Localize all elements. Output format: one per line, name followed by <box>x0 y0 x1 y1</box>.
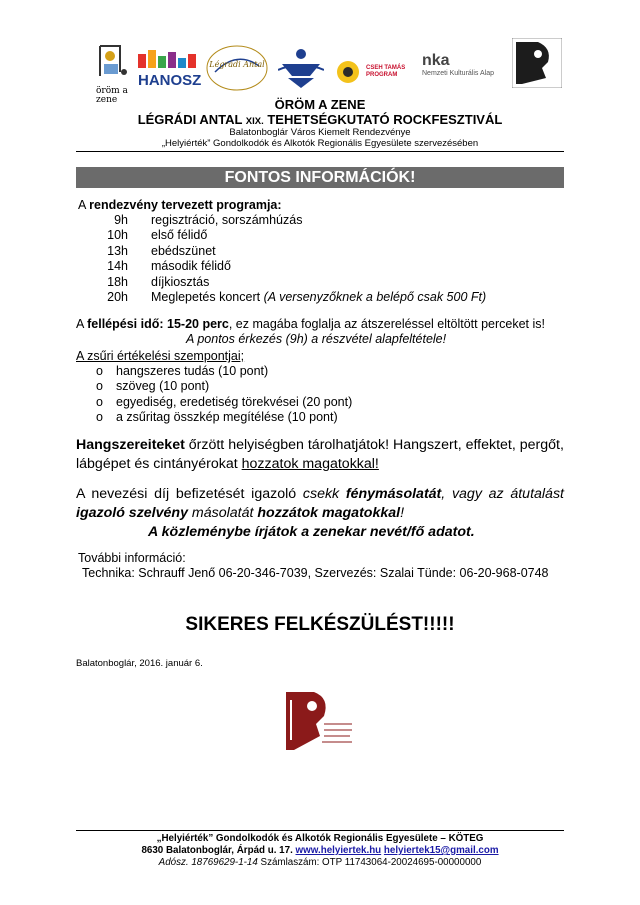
helyiertek-logo <box>512 38 562 88</box>
nka-logo: nka Nemzeti Kulturális Alap <box>422 52 494 77</box>
footer-tax: Adósz. 18769629-1-14 Számlaszám: OTP 11743064-20024695-00000000 <box>158 857 482 868</box>
jury-criterion: o egyediség, eredetiség törekvései (20 pont) <box>96 395 352 410</box>
schedule-row <box>78 275 486 290</box>
festival-subtitle: LÉGRÁDI ANTAL XIX. TEHETSÉGKUTATÓ ROCKFESZTIVÁL <box>137 112 503 127</box>
logo-row <box>0 38 640 105</box>
schedule-text: ebédszünet <box>151 243 216 258</box>
header-divider <box>76 151 564 152</box>
legradi-antal-logo: Légrádi Antal <box>205 42 269 94</box>
fee-line3: A közleménybe írjátok a zenekar nevét/fő adatot. <box>148 524 475 540</box>
schedule-row <box>78 259 486 274</box>
concert-note: (A versenyzőknek a belépő csak 500 Ft) <box>263 290 487 305</box>
footer-divider <box>76 830 564 831</box>
fee-line1: A nevezési díj befizetését igazoló csekk fénymásolatát, vagy az átutalást <box>76 486 564 502</box>
hanosz-logo: HANOSZ <box>138 50 198 90</box>
schedule-time: 13h <box>107 243 128 258</box>
schedule-time: 14h <box>107 259 128 274</box>
jury-criterion: o a zsűritag összkép megítélése (10 pont) <box>96 410 352 425</box>
orom-a-zene-logo: öröm a zene <box>96 42 132 102</box>
arrival-note: A pontos érkezés (9h) a részvétel alapfeltétele! <box>186 332 447 346</box>
schedule-time: 9h <box>114 213 128 227</box>
contact-line: Technika: Schrauff Jenő 06-20-346-7039, Szervezés: Szalai Tünde: 06-20-968-0748 <box>82 566 549 580</box>
date-line: Balatonboglár, 2016. január 6. <box>76 658 203 669</box>
program-heading: A rendezvény tervezett programja: <box>78 198 282 212</box>
schedule-text: második félidő <box>151 259 231 274</box>
storage-info: Hangszereiteket őrzött helyiségben tárolhatjátok! Hangszert, effektet, pergőt, <box>76 437 564 453</box>
jury-criterion: o hangszeres tudás (10 pont) <box>96 364 352 379</box>
important-info-banner: FONTOS INFORMÁCIÓK! <box>76 167 564 188</box>
schedule-text: első félidő <box>151 228 208 243</box>
footer-org: „Helyiérték” Gondolkodók és Alkotók Regionális Egyesülete – KÖTEG <box>156 833 484 844</box>
schedule-row <box>78 228 486 243</box>
cseh-tamas-logo: CSEH TAMÁS PROGRAM <box>336 60 416 84</box>
schedule-row <box>78 244 486 259</box>
schedule-text: Meglepetés koncert (A versenyzőknek a belépő csak 500 Ft) <box>151 290 487 305</box>
success-message: SIKERES FELKÉSZÜLÉST!!!!! <box>185 614 455 635</box>
host-line: Balatonboglár Város Kiemelt Rendezvénye <box>229 127 411 138</box>
festival-title: ÖRÖM A ZENE <box>274 97 366 112</box>
jury-criteria-list <box>96 364 352 426</box>
schedule-text: regisztráció, sorszámhúzás <box>151 213 303 227</box>
schedule-table <box>78 213 486 305</box>
jury-criteria-title: A zsűri értékelési szempontjai; <box>76 349 245 363</box>
schedule-row <box>78 290 486 305</box>
organizer-line: „Helyiérték” Gondolkodók és Alkotók Regionális Egyesülete szervezésében <box>161 138 479 149</box>
schedule-row <box>78 213 486 228</box>
jury-criterion: o szöveg (10 pont) <box>96 379 352 394</box>
footer-address: 8630 Balatonboglár, Árpád u. 17. www.helyiertek.hu helyiertek15@gmail.com <box>141 845 499 856</box>
contact-title: További információ: <box>78 551 186 565</box>
email-link[interactable]: helyiertek15@gmail.com <box>383 845 499 856</box>
performance-time: A fellépési idő: 15-20 perc, ez magába foglalja az átszereléssel eltöltött perceket is! <box>76 317 545 331</box>
helyiertek-bottom-logo <box>284 690 354 752</box>
fee-line2: igazoló szelvény másolatát hozzátok magatokkal! <box>76 505 405 521</box>
storage-info-line2: lábgépet és cintányérokat hozzatok magatokkal! <box>76 456 379 472</box>
schedule-time: 20h <box>107 290 128 305</box>
schedule-time: 18h <box>107 274 128 289</box>
schedule-time: 10h <box>107 228 128 243</box>
website-link[interactable]: www.helyiertek.hu <box>295 845 382 856</box>
emblem-icon <box>278 46 324 90</box>
schedule-text: díjkiosztás <box>151 274 210 289</box>
